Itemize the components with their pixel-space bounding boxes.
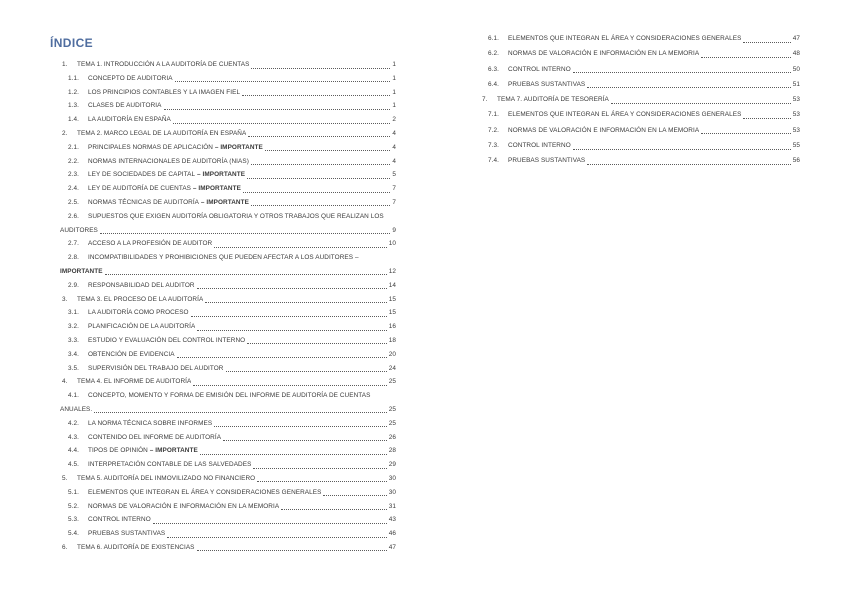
- toc-entry-number: 1.4.: [68, 116, 79, 124]
- dot-leader: [323, 495, 386, 496]
- toc-entry-number: 2.1.: [68, 143, 79, 151]
- toc-entry[interactable]: [50, 487, 396, 498]
- toc-entry-page-number: 4: [392, 129, 396, 137]
- toc-entry-body: [508, 33, 800, 44]
- toc-entry-page-number: 15: [388, 309, 396, 317]
- toc-entry-body: [88, 211, 396, 222]
- toc-entry-body: [88, 335, 396, 346]
- toc-entry-page-number: 18: [388, 336, 396, 344]
- toc-entry-body: [88, 238, 396, 249]
- toc-entry-number: 4.3.: [68, 433, 79, 441]
- toc-entry-important-label: – IMPORTANTE: [147, 447, 198, 455]
- toc-entry-text: TIPOS DE OPINIÓN: [88, 447, 148, 455]
- toc-entry-page-number: 12: [388, 267, 396, 275]
- dot-leader: [573, 149, 791, 150]
- dot-leader: [257, 481, 387, 482]
- toc-entry-number: 6.4.: [488, 80, 499, 88]
- dot-leader: [214, 247, 386, 248]
- toc-entry-number: 6.3.: [488, 65, 499, 73]
- toc-entry-body: [88, 487, 396, 498]
- toc-entry-body: [88, 197, 396, 208]
- toc-entry-number: 4.: [62, 378, 68, 386]
- toc-entry-number: 3.3.: [68, 336, 79, 344]
- toc-entry-text: LEY DE AUDITORÍA DE CUENTAS: [88, 185, 192, 193]
- toc-entry-page-number: 26: [388, 433, 396, 441]
- toc-entry-number: 2.8.: [68, 254, 79, 262]
- toc-entry-text: ESTUDIO Y EVALUACIÓN DEL CONTROL INTERNO: [88, 336, 246, 344]
- toc-entry-body: [497, 94, 800, 105]
- toc-entry-page-number: 1: [392, 61, 396, 68]
- toc-entry-page-number: 28: [388, 447, 396, 455]
- dot-leader: [248, 136, 390, 137]
- toc-entry[interactable]: [50, 73, 396, 84]
- toc-entry-text: ELEMENTOS QUE INTEGRAN EL ÁREA Y CONSIDERACIONES GENERALES: [88, 488, 322, 496]
- toc-entry[interactable]: [50, 307, 396, 318]
- toc-entry-page-number: 2: [392, 116, 396, 124]
- toc-entry-page-number: 43: [388, 516, 396, 524]
- dot-leader: [243, 192, 390, 193]
- toc-entry-page-number: 51: [792, 80, 800, 88]
- toc-entry[interactable]: [50, 156, 396, 167]
- toc-entry-body: [88, 363, 396, 374]
- toc-entry-number: 2.7.: [68, 240, 79, 248]
- toc-entry-number: 7.1.: [488, 111, 499, 119]
- dot-leader: [743, 118, 790, 119]
- toc-entry-body: [88, 432, 396, 443]
- toc-entry-body: [77, 59, 396, 70]
- toc-entry-number: 2.6.: [68, 212, 79, 220]
- toc-entry-number: 5.3.: [68, 516, 79, 524]
- toc-entry-page-number: 1: [392, 88, 396, 96]
- toc-entry-number: 2.9.: [68, 281, 79, 289]
- toc-entry-number: 3.4.: [68, 350, 79, 358]
- toc-entry-text: TEMA 4. EL INFORME DE AUDITORÍA: [77, 378, 192, 386]
- toc-entry-number: 6.2.: [488, 50, 499, 58]
- dot-leader: [200, 454, 387, 455]
- toc-entry-body: [88, 349, 396, 360]
- toc-entry-number: 5.4.: [68, 530, 79, 538]
- dot-leader: [573, 72, 791, 73]
- toc-entry-text: CONTROL INTERNO: [508, 142, 571, 150]
- toc-entry[interactable]: [470, 94, 800, 105]
- toc-entry[interactable]: [50, 87, 396, 98]
- toc-entry-body: [77, 128, 396, 139]
- toc-entry-page-number: 47: [792, 35, 800, 42]
- toc-entry-body: [88, 390, 396, 401]
- toc-entry-number: 5.2.: [68, 502, 79, 510]
- toc-entry-page-number: 53: [792, 126, 800, 134]
- toc-entry-page-number: 46: [388, 530, 396, 538]
- toc-entry[interactable]: [470, 155, 800, 166]
- toc-entry[interactable]: [470, 33, 800, 44]
- toc-entry-page-number: 53: [792, 111, 800, 119]
- toc-entry[interactable]: [470, 48, 800, 59]
- toc-entry-page-number: 7: [392, 185, 396, 193]
- toc-entry-page-number: 16: [388, 323, 396, 331]
- dot-leader: [197, 288, 387, 289]
- toc-entry[interactable]: [50, 211, 396, 222]
- toc-entry-number: 1.3.: [68, 102, 79, 110]
- toc-entry-text: LA NORMA TÉCNICA SOBRE INFORMES: [88, 419, 213, 427]
- toc-entry-number: 2.2.: [68, 157, 79, 165]
- toc-entry-text: LEY DE SOCIEDADES DE CAPITAL: [88, 171, 196, 179]
- dot-leader: [94, 412, 386, 413]
- toc-entry-page-number: 4: [392, 157, 396, 165]
- dot-leader: [197, 330, 386, 331]
- toc-entry-body: [508, 64, 800, 75]
- toc-entry-text: NORMAS INTERNACIONALES DE AUDITORÍA (NIAS): [88, 157, 249, 165]
- dot-leader: [205, 302, 386, 303]
- dot-leader: [167, 537, 386, 538]
- dot-leader: [105, 274, 387, 275]
- toc-entry-body: [88, 183, 396, 194]
- toc-entry-body: [60, 404, 396, 415]
- toc-entry-body: [508, 140, 800, 151]
- toc-entry-number: 3.: [62, 295, 68, 303]
- toc-entry-text: TEMA 5. AUDITORÍA DEL INMOVILIZADO NO FINANCIERO: [77, 474, 256, 482]
- toc-column-right: [470, 33, 800, 171]
- toc-entry-text: CONTENIDO DEL INFORME DE AUDITORÍA: [88, 433, 222, 441]
- toc-entry-text: IMPORTANTE: [60, 267, 103, 275]
- toc-entry[interactable]: [50, 100, 396, 111]
- toc-entry-number: 2.3.: [68, 171, 79, 179]
- toc-entry[interactable]: [470, 79, 800, 90]
- toc-entry[interactable]: [50, 294, 396, 305]
- toc-entry-page-number: 10: [388, 240, 396, 248]
- dot-leader: [587, 87, 790, 88]
- toc-entry[interactable]: [50, 183, 396, 194]
- toc-entry-text: NORMAS DE VALORACIÓN E INFORMACIÓN EN LA MEMORIA: [88, 502, 280, 510]
- dot-leader: [191, 316, 387, 317]
- toc-entry-body: [88, 418, 396, 429]
- toc-entry-page-number: 5: [392, 171, 396, 179]
- toc-entry-body: [88, 307, 396, 318]
- toc-entry-page-number: 7: [392, 198, 396, 206]
- toc-entry-number: 4.4.: [68, 447, 79, 455]
- dot-leader: [242, 95, 390, 96]
- dot-leader: [153, 523, 387, 524]
- toc-entry-text: PRUEBAS SUSTANTIVAS: [88, 530, 166, 538]
- toc-entry-page-number: 50: [792, 65, 800, 73]
- dot-leader: [175, 81, 391, 82]
- toc-entry-page-number: 4: [392, 143, 396, 151]
- toc-entry[interactable]: [470, 125, 800, 136]
- toc-entry[interactable]: [50, 169, 396, 180]
- toc-entry-body: [88, 142, 396, 153]
- toc-entry-body: [508, 155, 800, 166]
- toc-entry-text: TEMA 3. EL PROCESO DE LA AUDITORÍA: [77, 295, 204, 303]
- dot-leader: [281, 509, 387, 510]
- toc-entry-text: INTERPRETACIÓN CONTABLE DE LAS SALVEDADES: [88, 461, 252, 469]
- toc-entry[interactable]: [470, 64, 800, 75]
- toc-entry-text: AUDITORES: [60, 226, 98, 234]
- toc-entry-text: NORMAS TÉCNICAS DE AUDITORÍA: [88, 198, 200, 206]
- toc-entry-page-number: 30: [388, 488, 396, 496]
- toc-entry-body: [508, 109, 800, 120]
- toc-entry-important-label: – IMPORTANTE: [199, 198, 249, 206]
- toc-entry-page-number: 1: [392, 74, 396, 82]
- toc-entry-number: 1.2.: [68, 88, 79, 96]
- toc-entry[interactable]: [50, 349, 396, 360]
- toc-entry-number: 3.5.: [68, 364, 79, 372]
- toc-entry[interactable]: [470, 140, 800, 151]
- toc-entry-important-label: – IMPORTANTE: [191, 185, 241, 193]
- toc-entry-text: TEMA 2. MARCO LEGAL DE LA AUDITORÍA EN ESPAÑA: [77, 129, 247, 137]
- toc-entry[interactable]: [50, 197, 396, 208]
- toc-entry-page-number: 9: [392, 226, 396, 234]
- toc-entry-text: OBTENCIÓN DE EVIDENCIA: [88, 350, 175, 358]
- toc-entry-number: 3.1.: [68, 309, 79, 317]
- toc-entry-text: ELEMENTOS QUE INTEGRAN EL ÁREA Y CONSIDERACIONES GENERALES: [508, 35, 742, 42]
- toc-entry-number: 1.1.: [68, 74, 79, 82]
- toc-entry[interactable]: [50, 501, 396, 512]
- toc-entry[interactable]: [50, 390, 396, 401]
- toc-entry-body: [88, 280, 396, 291]
- toc-entry-text: NORMAS DE VALORACIÓN E INFORMACIÓN EN LA MEMORIA: [508, 50, 700, 58]
- toc-entry-number: 7.4.: [488, 157, 499, 165]
- toc-entry[interactable]: [50, 280, 396, 291]
- dot-leader: [177, 357, 387, 358]
- toc-entry-text: TEMA 1. INTRODUCCIÓN A LA AUDITORÍA DE CUENTAS: [77, 61, 250, 68]
- toc-entry-body: [77, 542, 396, 553]
- dot-leader: [701, 57, 791, 58]
- toc-entry[interactable]: [50, 376, 396, 387]
- toc-entry-text: CLASES DE AUDITORIA: [88, 102, 162, 110]
- toc-entry-body: [508, 125, 800, 136]
- toc-entry-text: PLANIFICACIÓN DE LA AUDITORÍA: [88, 323, 196, 331]
- toc-entry-body: [88, 73, 396, 84]
- toc-entry-text: INCOMPATIBILIDADES Y PROHIBICIONES QUE PUEDEN AFECTAR A LOS AUDITORES –: [88, 254, 359, 262]
- toc-entry-page-number: 1: [392, 102, 396, 110]
- toc-entry-text: ANUALES.: [60, 405, 93, 413]
- toc-entry-page-number: 15: [388, 295, 396, 303]
- toc-entry-text: PRINCIPALES NORMAS DE APLICACIÓN: [88, 143, 213, 151]
- dot-leader: [265, 150, 390, 151]
- toc-entry-important-label: – IMPORTANTE: [195, 171, 246, 179]
- toc-entry-number: 4.1.: [68, 392, 79, 400]
- dot-leader: [251, 68, 390, 69]
- toc-entry-text: CONCEPTO, MOMENTO Y FORMA DE EMISIÓN DEL INFORME DE AUDITORÍA DE CUENTAS: [88, 392, 371, 400]
- toc-entry-body: [88, 100, 396, 111]
- dot-leader: [247, 178, 390, 179]
- dot-leader: [743, 42, 790, 43]
- toc-entry-text: SUPERVISIÓN DEL TRABAJO DEL AUDITOR: [88, 364, 224, 372]
- toc-entry-page-number: 25: [388, 378, 396, 386]
- dot-leader: [611, 103, 791, 104]
- dot-leader: [226, 371, 387, 372]
- dot-leader: [223, 440, 387, 441]
- toc-entry-body: [77, 294, 396, 305]
- toc-entry-number: 4.2.: [68, 419, 79, 427]
- dot-leader: [247, 343, 387, 344]
- toc-entry-continuation[interactable]: [50, 266, 396, 277]
- toc-entry-body: [88, 321, 396, 332]
- toc-entry-body: [88, 169, 396, 180]
- dot-leader: [193, 385, 386, 386]
- toc-entry[interactable]: [50, 59, 396, 70]
- toc-entry[interactable]: [50, 514, 396, 525]
- toc-entry-continuation[interactable]: [50, 404, 396, 415]
- toc-entries-left: [50, 59, 396, 553]
- toc-entry-body: [88, 514, 396, 525]
- toc-entry[interactable]: [50, 142, 396, 153]
- toc-entry-number: 6.1.: [488, 35, 499, 42]
- toc-entry-body: [77, 473, 396, 484]
- toc-entry-text: LOS PRINCIPIOS CONTABLES Y LA IMAGEN FIEL: [88, 88, 241, 96]
- toc-entry-text: LA AUDITORÍA COMO PROCESO: [88, 309, 189, 317]
- toc-entry-number: 1.: [62, 61, 68, 68]
- toc-entry-number: 5.: [62, 474, 68, 482]
- toc-entry-page-number: 30: [388, 474, 396, 482]
- toc-entry-number: 3.2.: [68, 323, 79, 331]
- toc-entry-body: [88, 156, 396, 167]
- toc-entry-text: RESPONSABILIDAD DEL AUDITOR: [88, 281, 195, 289]
- toc-entry[interactable]: [50, 238, 396, 249]
- toc-entry-page-number: 20: [388, 350, 396, 358]
- toc-entry[interactable]: [50, 321, 396, 332]
- toc-entry[interactable]: [50, 542, 396, 553]
- dot-leader: [701, 133, 791, 134]
- toc-entry-page-number: 29: [388, 461, 396, 469]
- toc-column-left: [50, 36, 396, 556]
- toc-entry-number: 7.2.: [488, 126, 499, 134]
- toc-entry[interactable]: [50, 528, 396, 539]
- toc-entry[interactable]: [50, 114, 396, 125]
- toc-entry[interactable]: [50, 128, 396, 139]
- toc-entry[interactable]: [50, 418, 396, 429]
- toc-entry[interactable]: [50, 432, 396, 443]
- toc-entry-number: 4.5.: [68, 461, 79, 469]
- toc-entry-number: 7.: [482, 96, 488, 104]
- toc-entry[interactable]: [470, 109, 800, 120]
- toc-entry-body: [88, 459, 396, 470]
- toc-entry[interactable]: [50, 335, 396, 346]
- toc-entry[interactable]: [50, 459, 396, 470]
- toc-entry-page-number: 31: [388, 502, 396, 510]
- toc-entry-body: [77, 376, 396, 387]
- dot-leader: [253, 468, 386, 469]
- toc-entry-body: [60, 225, 396, 236]
- toc-entry-body: [508, 79, 800, 90]
- toc-entry-number: 2.5.: [68, 198, 79, 206]
- toc-entry-body: [88, 501, 396, 512]
- toc-entry-page-number: 24: [388, 364, 396, 372]
- dot-leader: [173, 123, 391, 124]
- toc-entry-body: [88, 445, 396, 456]
- toc-entry-number: 5.1.: [68, 488, 79, 496]
- toc-entry-page-number: 55: [792, 142, 800, 150]
- dot-leader: [197, 550, 387, 551]
- toc-entry-page-number: 25: [388, 405, 396, 413]
- toc-entry[interactable]: [50, 363, 396, 374]
- dot-leader: [214, 426, 387, 427]
- toc-entry-page-number: 25: [388, 419, 396, 427]
- toc-entry[interactable]: [50, 445, 396, 456]
- toc-entry-continuation[interactable]: [50, 225, 396, 236]
- toc-entry-text: TEMA 7. AUDITORÍA DE TESORERÍA: [497, 96, 609, 104]
- dot-leader: [164, 109, 391, 110]
- toc-entry-text: CONCEPTO DE AUDITORIA: [88, 74, 173, 82]
- toc-entry-number: 7.3.: [488, 142, 499, 150]
- toc-entry-text: ELEMENTOS QUE INTEGRAN EL ÁREA Y CONSIDERACIONES GENERALES: [508, 111, 742, 119]
- toc-entry-text: ACCESO A LA PROFESIÓN DE AUDITOR: [88, 240, 213, 248]
- toc-entry-text: CONTROL INTERNO: [508, 65, 571, 73]
- toc-entry-page-number: 47: [388, 543, 396, 551]
- toc-entry-text: NORMAS DE VALORACIÓN E INFORMACIÓN EN LA MEMORIA: [508, 126, 700, 134]
- toc-entry-number: 2.: [62, 129, 68, 137]
- toc-entry-page-number: 53: [792, 96, 800, 104]
- toc-entry-body: [88, 252, 396, 263]
- toc-entry-body: [88, 87, 396, 98]
- toc-entries-right: [470, 33, 800, 166]
- toc-entry-page-number: 14: [388, 281, 396, 289]
- toc-entry-body: [88, 114, 396, 125]
- toc-entry-body: [60, 266, 396, 277]
- dot-leader: [251, 205, 390, 206]
- toc-entry[interactable]: [50, 252, 396, 263]
- toc-entry-text: PRUEBAS SUSTANTIVAS: [508, 80, 586, 88]
- dot-leader: [100, 233, 390, 234]
- toc-entry-text: SUPUESTOS QUE EXIGEN AUDITORÍA OBLIGATORIA Y OTROS TRABAJOS QUE REALIZAN LOS: [88, 212, 384, 220]
- toc-entry[interactable]: [50, 473, 396, 484]
- toc-entry-text: CONTROL INTERNO: [88, 516, 151, 524]
- toc-entry-body: [508, 48, 800, 59]
- page-title: ÍNDICE: [50, 36, 94, 50]
- dot-leader: [251, 164, 390, 165]
- toc-entry-important-label: – IMPORTANTE: [212, 143, 263, 151]
- toc-entry-body: [88, 528, 396, 539]
- toc-entry-number: 2.4.: [68, 185, 79, 193]
- toc-entry-page-number: 56: [792, 157, 800, 165]
- toc-entry-text: PRUEBAS SUSTANTIVAS: [508, 157, 586, 165]
- toc-entry-page-number: 48: [792, 50, 800, 58]
- toc-entry-number: 6.: [62, 543, 68, 551]
- toc-entry-text: TEMA 6. AUDITORÍA DE EXISTENCIAS: [77, 543, 195, 551]
- toc-entry-text: LA AUDITORÍA EN ESPAÑA: [88, 116, 171, 124]
- dot-leader: [587, 164, 790, 165]
